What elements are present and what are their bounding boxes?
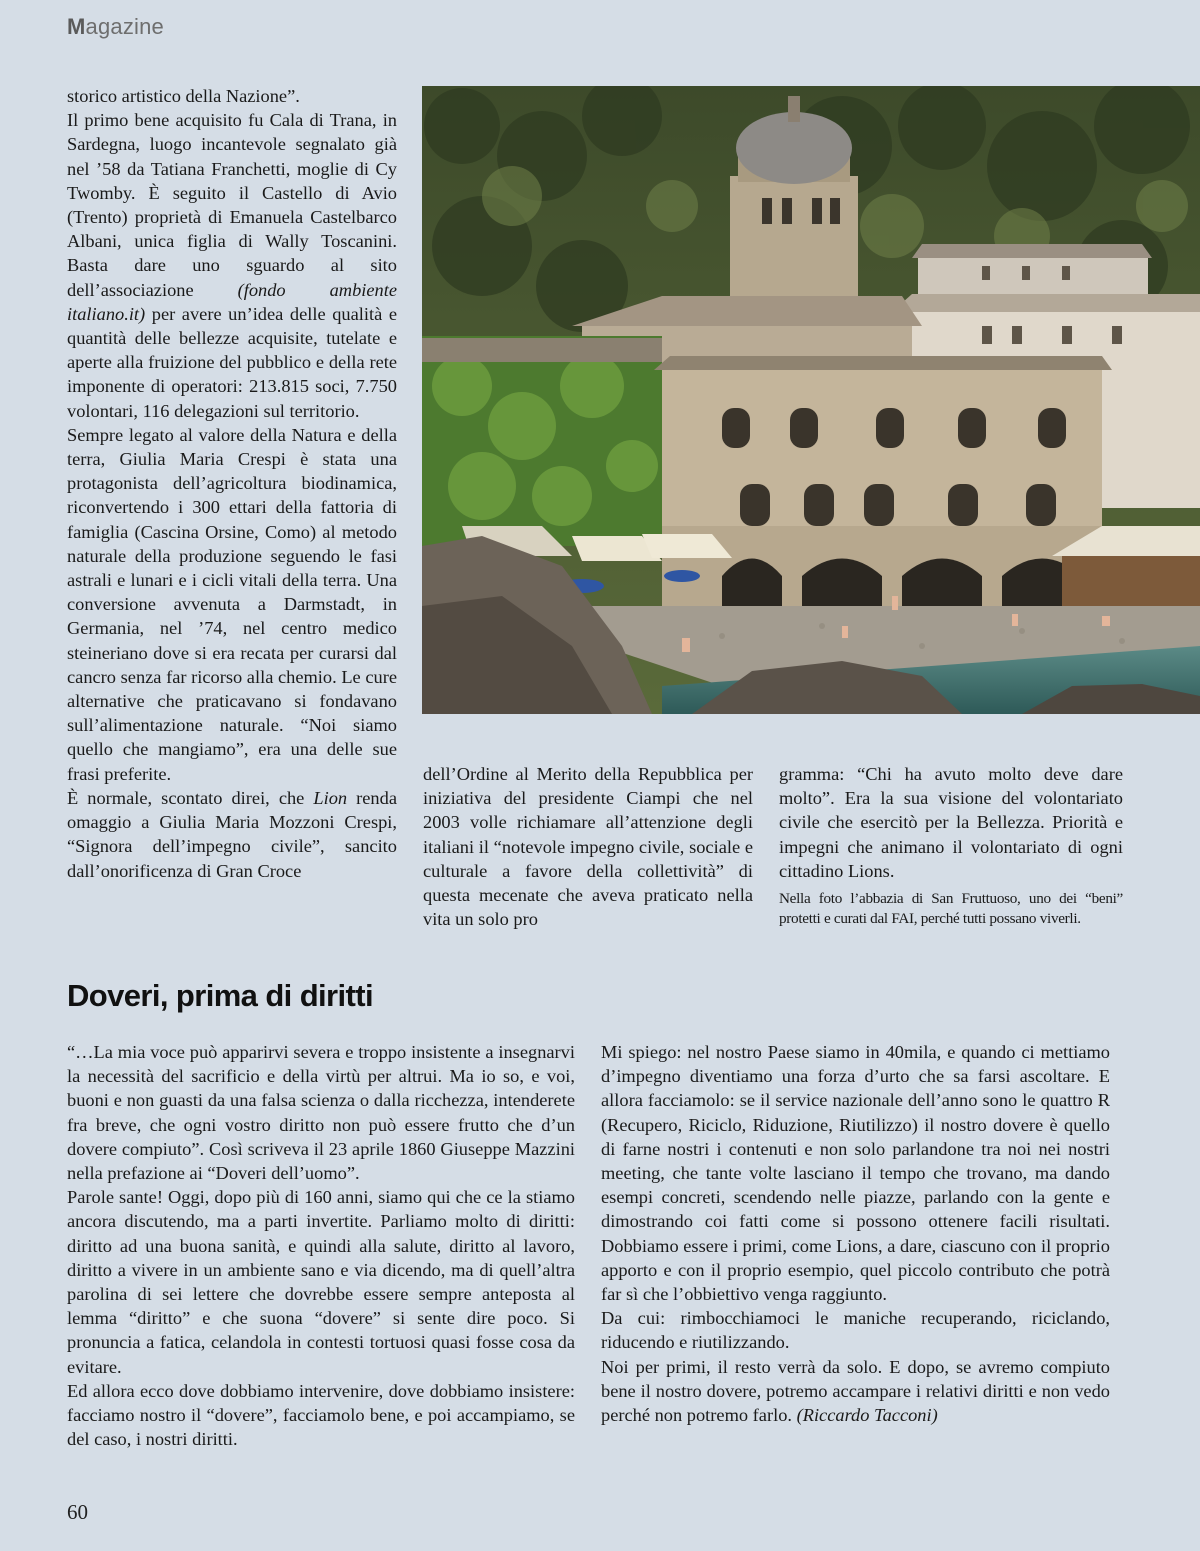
column-3 <box>779 762 1123 929</box>
column-3-text: gramma: “Chi ha avuto molto deve dare molto”. Era la sua visione del volontariato civile che esercitò per la Bellezza. Priorità e impegni che animano il volontariato di ogni cittadino Lions. <box>779 764 1123 881</box>
article-column-right <box>601 1040 1110 1427</box>
article-left-paragraph-2: Parole sante! Oggi, dopo più di 160 anni, siamo qui che ce la stiamo ancora discutendo, ma a parti invertite. Parliamo molto di diritti: diritto ad una buona sanità, e quindi alla salute, diritto al lavoro, diritto a vivere in un ambiente sano e via dicendo, ma di quell’altra parolina di sei lettere che dovrebbe essere sempre anteposta al lemma “diritto” e che suona “dovere” si sente dire poco. Si pronuncia a fatica, celandola in contesti tortuosi quasi fosse cosa da evitare. <box>67 1187 575 1377</box>
column-1-paragraph-4: È normale, scontato direi, che Lion renda omaggio a Giulia Maria Mozzoni Crespi, “Signora dell’impegno civile”, sancito dall’onorificenza di Gran Croce <box>67 787 397 881</box>
section-header-initial: M <box>67 14 86 39</box>
article-right-closing-paragraph <box>601 1355 1110 1428</box>
article-left-paragraph-1: “…La mia voce può apparirvi severa e troppo insistente a insegnarvi la necessità del sacrificio e della virtù per altrui. Ma io so, e voi, buoni e non guasti da una falsa scienza o dalla ricchezza, intenderete fra breve, che ogni vostro diritto non può essere frutto che d’un dovere compiuto”. Così scriveva il 23 aprile 1860 Giuseppe Mazzini nella prefazione ai “Doveri dell’uomo”. <box>67 1042 575 1184</box>
page-number: 60 <box>67 1500 88 1524</box>
article-author: (Riccardo Tacconi) <box>796 1405 938 1426</box>
photo-caption: Nella foto l’abbazia di San Fruttuoso, uno dei “beni” protetti e curati dal FAI, perché tutti possano viverli. <box>779 890 1123 928</box>
article-column-left <box>67 1040 575 1451</box>
column-1-paragraph-3: Sempre legato al valore della Natura e della terra, Giulia Maria Crespi è stata una protagonista dell’agricoltura biodinamica, riconvertendo i 300 ettari della fattoria di famiglia (Cascina Orsine, Como) al metodo naturale della produzione seguendo le fasi astrali e lunari e i cicli vitali della terra. Una conversione avvenuta a Darmstadt, in Germania, nel ’74, nel centro medico steineriano dove si era recata per curarsi dal cancro senza far ricorso alla chemio. Le cure alternative che praticavano si fondavano sull’alimentazione naturale. “Noi siamo quello che mangiamo”, era una delle sue frasi preferite. <box>67 424 397 784</box>
abbey-photo-illustration <box>422 86 1200 714</box>
abbey-photo <box>422 86 1200 714</box>
section-header <box>67 14 164 40</box>
article-closing-text: Noi per primi, il resto verrà da solo. E dopo, se avremo compiuto bene il nostro dovere, potremo accampare i relativi diritti e non vedo perché non potremo farlo. <box>601 1356 1110 1426</box>
article-left-paragraph-3: Ed allora ecco dove dobbiamo intervenire, dove dobbiamo insistere: facciamo nostro il “dovere”, facciamolo bene, e poi accampiamo, se del caso, i nostri diritti. <box>67 1380 575 1450</box>
column-2-text: dell’Ordine al Merito della Repubblica per iniziativa del presidente Ciampi che nel 2003 volle richiamare all’attenzione degli italiani il “notevole impegno civile, sociale e culturale a favore della collettività” di questa mecenate che aveva praticato nella vita un solo pro <box>423 764 753 930</box>
column-2 <box>423 762 753 931</box>
article-right-paragraph-1: Mi spiego: nel nostro Paese siamo in 40mila, e quando ci mettiamo d’impegno diventiamo una forza d’urto che sa farsi ascoltare. E allora facciamolo: se il service nazionale dell’anno sono le quattro R (Recupero, Riciclo, Riduzione, Riutilizzo) il nostro dovere è quello di farne nostri i contenuti e non solo parlandone tra noi nei nostri meeting, che tante volte lasciano il tempo che trovano, ma dando esempi concreti, scendendo nelle piazze, parlando con la gente e dimostrando coi fatti come si possono ottenere facili risultati. Dobbiamo essere i primi, come Lions, a dare, ciascuno con il proprio apporto e con il proprio esempio, quel piccolo contributo che potrà far sì che l’obbiettivo venga raggiunto. <box>601 1042 1110 1305</box>
column-1 <box>67 84 397 883</box>
article-right-paragraph-2: Da cui: rimbocchiamoci le maniche recuperando, riciclando, riducendo e riutilizzando. <box>601 1308 1110 1353</box>
section-header-rest: agazine <box>85 14 164 39</box>
article-title: Doveri, prima di diritti <box>67 978 373 1013</box>
column-1-paragraph-2 <box>67 108 397 423</box>
column-1-paragraph-1: storico artistico della Nazione”. <box>67 86 300 106</box>
column-1-paragraph-2-text: Il primo bene acquisito fu Cala di Trana, in Sardegna, luogo incantevole segnalato già nel ’58 da Tatiana Franchetti, moglie di Cy Twomby. È seguito il Castello di Avio (Trento) proprietà di Emanuela Castelbarco Albani, unica figlia di Wally Toscanini. Basta dare uno sguardo al sito dell’associazione (fondo ambiente italiano.it) per avere un’idea delle qualità e quantità delle bellezze acquisite, tutelate e aperte alla fruizione del pubblico e della rete imponente di operatori: 213.815 soci, 7.750 volontari, 116 delegazioni sul territorio. <box>67 110 398 421</box>
